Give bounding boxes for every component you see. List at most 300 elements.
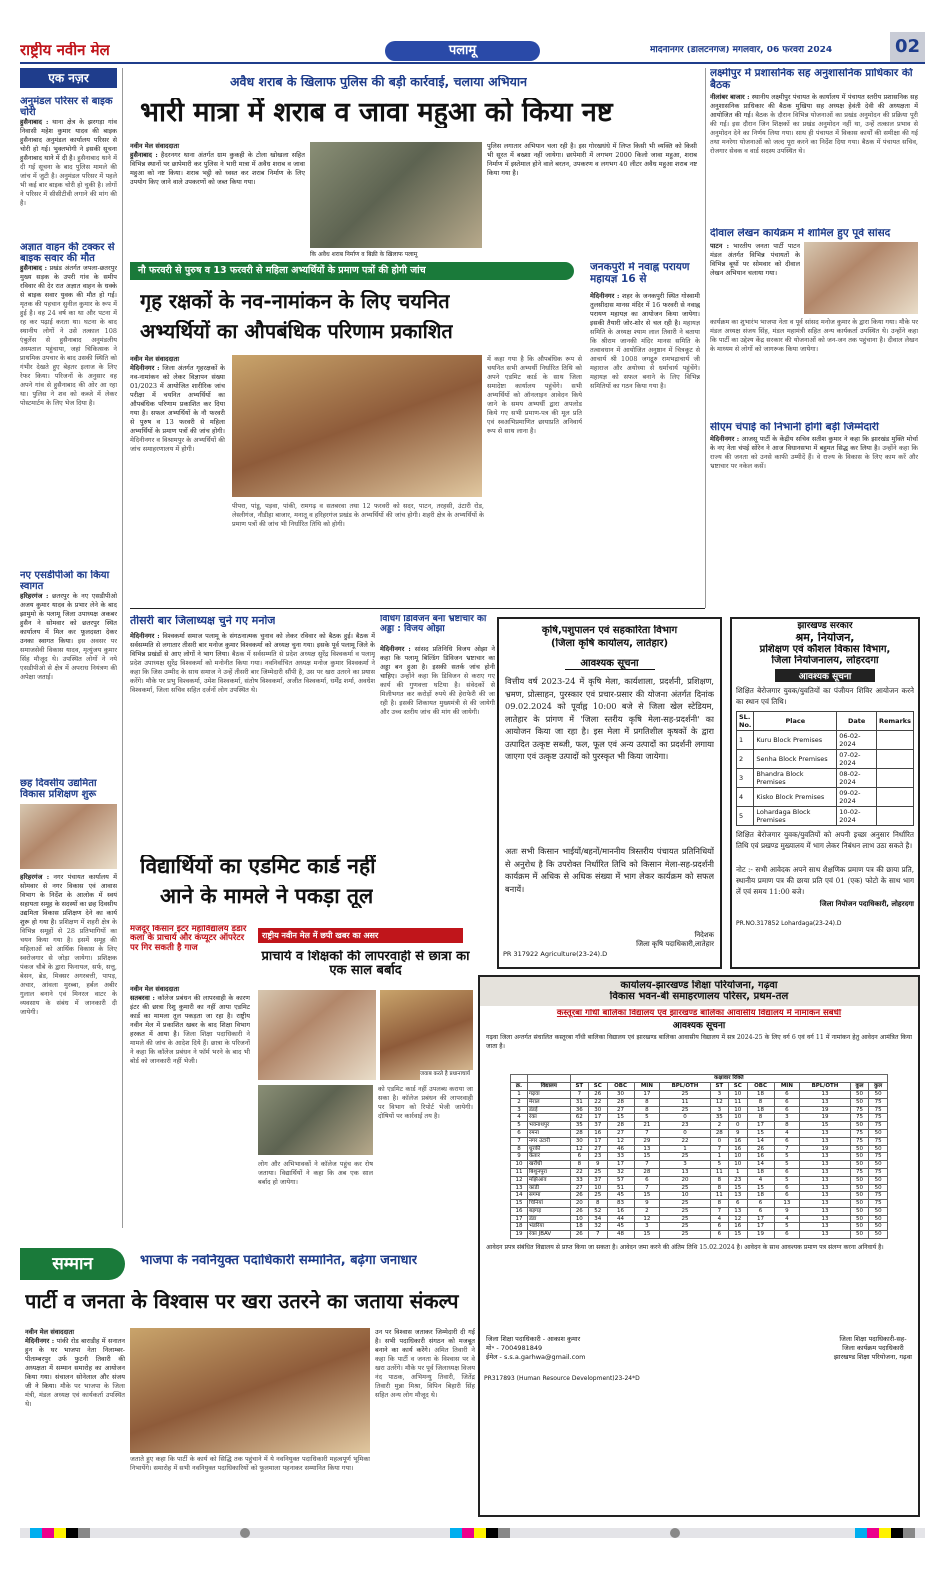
notice-body-2: अतः सभी किसान भाईयों/बहनों/माननीय त्रिस्तरीय पंचायत प्रतिनिधियों से अनुरोध है कि उपरोक्त निर्धारित तिथि को किसान मेला-सह-प्रदर्शनी कार्यक्रम में अधिक से अधिक संख्या में भाग लेकर कार्यक्रम को सफल बनायें। [505,846,714,894]
table-cell: 25 [660,1090,711,1098]
table-header-cell: विद्यालय [527,1083,570,1091]
story-headline: प्राचार्य व शिक्षकों की लापरवाही से छात्रा का एक साल बर्बाद [261,950,470,979]
table-cell: 19 [511,1231,528,1239]
story-heading: दीवाल लेखन कार्यक्रम में शामिल हुए पूर्व सांसद [710,228,891,240]
table-cell: केतार [527,1153,570,1161]
table-cell: 27 [588,1145,607,1153]
table-cell: 13 [800,1098,851,1106]
story-heading: अनुमंडल परिसर से बाइक चोरी [20,96,113,118]
table-cell: 28 [634,1168,660,1176]
table-cell: 13 [800,1192,851,1200]
right-column [710,68,918,608]
table-cell: 6 [774,1090,800,1098]
table-cell: 28 [710,1129,728,1137]
table-cell: 75 [869,1153,888,1161]
table-cell: 75 [869,1122,888,1130]
table-cell: 25 [660,1231,711,1239]
story-headline: अभ्यर्थियों का औपबंधिक परिणाम प्रकाशित [140,320,453,342]
notice-title: जिला नियोजनालय, लोहरदगा [771,654,879,666]
table-header-cell: BPL/OTH [660,1083,711,1091]
story-body: हुसैनाबाद : प्रखंड अंतर्गत जपला-छतरपुर मुख्य सड़क के उपरी गांव के समीप रविवार की देर रात अज्ञात वाहन के धक्के से बाइक सवार युवक की मौत हो गई। मृतक की पहचान सुनील कुमार के रूप में हुई है। वह 24 वर्ष का था और पटना में रह कर पढ़ाई करता था। घटना के बाद स्थानीय लोगों ने उसे तत्काल 108 एंबुलेंस से हुसैनाबाद अनुमंडलीय अस्पताल पहुंचाया, जहां चिकित्सक ने प्राथमिक उपचार के बाद उसकी स्थिति को गंभीर देखते हुए बेहतर इलाज के लिए रेफर किया। परिजनों के अनुसार वह अपने गांव से हुसैनाबाद की ओर आ रहा था। पुलिस ने शव को कब्जे में लेकर पोस्टमार्टम के लिए भेज दिया है। [20,264,117,407]
table-cell: चिनियां [527,1200,570,1208]
table-cell: 75 [850,1114,869,1122]
table-cell: 30 [588,1106,607,1114]
table-row [511,1184,888,1192]
table-cell: 17 [511,1215,528,1223]
notice-label: आवश्यक सूचना [672,1021,726,1032]
table-cell: 26 [588,1090,607,1098]
table-cell: 7 [634,1129,660,1137]
notice-title: श्रम, नियोजन, [795,631,855,644]
story-kicker: भाजपा के नवनियुक्त पदाधिकारी सम्मानित, बढ़ेगा जनाधार [140,1254,418,1268]
table-cell: 45 [607,1192,634,1200]
table-cell: 6 [774,1184,800,1192]
table-cell: 4 [774,1129,800,1137]
table-cell: 22 [588,1098,607,1106]
table-cell: मेराल [527,1098,570,1106]
table-cell: 13 [800,1231,851,1239]
table-cell: 34 [588,1215,607,1223]
table-cell: 16 [747,1153,774,1161]
story-headline: गृह रक्षकों के नव-नामांकन के लिए चयनित [140,290,450,312]
table-cell: 17 [747,1122,774,1130]
table-row [511,1098,888,1106]
table-cell: 3 [660,1161,711,1169]
parents-photo [258,1085,373,1155]
table-cell: 5 [710,1161,728,1169]
table-cell: 8 [588,1200,607,1208]
table-cell: 50 [869,1161,888,1169]
story-body-cont: लोग और अभिभावकों ने कॉलेज पहुंच कर रोष जताया। विद्यार्थियों ने कहा कि अब एक साल बर्बाद हो जायेगा। [258,1160,373,1186]
table-cell: 6 [774,1231,800,1239]
table-cell: 9 [728,1129,747,1137]
table-cell: 13 [800,1168,851,1176]
table-cell: 9 [588,1161,607,1169]
table-cell: 4 [511,1114,528,1122]
table-cell: 4 [710,1215,728,1223]
table-cell: 8 [634,1106,660,1114]
table-cell: 75 [869,1200,888,1208]
table-cell: 19 [800,1145,851,1153]
story-body-2: पुलिस लगातार अभियान चला रही है। इस गोरखधंधे में लिप्त किसी भी व्यक्ति को किसी भी सूरत में बख्शा नहीं जायेगा। छापेमारी में लगभग 2000 किलो जावा महुआ, शराब निर्माण में इस्तेमाल होने वाले बरतन, उपकरण व लगभग 40 लीटर अवैध महुआ शराब नष्ट किया गया है। [487,142,697,177]
registration-mark [240,1528,250,1538]
table-header-cell: SC [728,1083,747,1091]
table-cell: 50 [850,1192,869,1200]
notice-signer: जिला नियोजन पदाधिकारी, लोहरदगा [819,899,914,908]
column-header: एक नज़र [20,68,117,88]
table-cell: 6 [747,1207,774,1215]
story-kicker: अवैध शराब के खिलाफ पुलिस की बड़ी कार्रवाई, चलाया अभियान [230,75,528,89]
table-cell: 13 [800,1137,851,1145]
table-cell: 15 [634,1231,660,1239]
table-cell: 25 [660,1207,711,1215]
notice-title: कस्तूरबा गाँधी बालिका विद्यालय एवं झारखण्ड बालिका आवासीय विद्यालय में नामांकन संबंधी [556,1009,842,1018]
table-cell: 15 [747,1184,774,1192]
story-headline: भारी मात्रा में शराब व जावा महुआ को किया नष्ट [140,98,613,128]
table-cell: 9 [511,1153,528,1161]
samman-label: सम्मान [20,1248,125,1280]
table-cell: 26 [570,1192,588,1200]
table-cell: 6 [774,1192,800,1200]
table-cell: 6 [747,1200,774,1208]
table-row [511,1168,888,1176]
table-cell: 6 [634,1176,660,1184]
story-body: पाटन : भारतीय जनता पार्टी पाटन मंडल अंतर्गत विभिन्न पंचायतों के विभिन्न बूथों पर सोमवार को दीवाल लेखन अभियान चलाया गया। [710,241,800,277]
registration-mark [670,1528,680,1538]
table-row [511,1215,888,1223]
table-cell: 12 [728,1215,747,1223]
table-cell: 3 [634,1223,660,1231]
table-cell: 18 [747,1106,774,1114]
table-cell: 44 [607,1215,634,1223]
story-body: मेदिनीनगर : सांसद प्रतिनिधि विजय ओझा ने कहा कि पलामू बिल्डिंग डिविजन भ्रष्टाचार का अड्डा बन हुआ है। इसकी सतर्क जांच होनी चाहिए। उन्होंने कहा कि डिविजन से कराए गए कार्य की गुणवत्ता घटिया है। संवेदकों से मिलीभगत कर करोड़ों रुपये की हेराफेरी की जा रही है। इसकी शिकायत मुख्यमंत्री से की जायेगी और उच्च स्तरीय जांच की मांग की जायेगी। [380,645,495,716]
table-cell: 15 [634,1153,660,1161]
table-cell: 50 [869,1129,888,1137]
table-cell: 0 [660,1129,711,1137]
table-cell: 11 [660,1098,711,1106]
table-cell: 50 [850,1231,869,1239]
table-cell: 16 [588,1129,607,1137]
table-cell: 50 [869,1207,888,1215]
story-subhead: मजदूर किसान इंटर महाविद्यालय डंडार कला के प्राचार्य और कंप्यूटर ऑपरेटर पर गिर सकती है गाज [130,925,247,953]
table-cell: 15 [800,1122,851,1130]
table-cell: बिशुनपुरा [527,1168,570,1176]
table-cell: 5 [774,1153,800,1161]
table-cell: 75 [850,1137,869,1145]
table-cell: 75 [869,1098,888,1106]
table-cell: 75 [850,1129,869,1137]
table-cell: 13 [800,1184,851,1192]
table-cell: 7 [710,1207,728,1215]
table-cell: डंडई [527,1106,570,1114]
table-cell: 10 [728,1114,747,1122]
pr-number: PR 317922 Agriculture(23-24).D [503,950,608,958]
story-body-cont: को एडमिट कार्ड नहीं उपलब्ध कराया जा सका है। कॉलेज प्रबंधन की लापरवाही पर विभाग को रिपोर्ट भेजी जायेगी। दोषियों पर कार्रवाई तय है। [378,1085,473,1120]
story-headline: जनकपुरी में नवाह्न परायण महायज्ञ 16 से [590,262,690,285]
college-photo [258,990,376,1080]
table-header-cell: MIN [774,1083,800,1091]
table-cell: सगमा [527,1192,570,1200]
table-cell: 13 [728,1192,747,1200]
table-cell: 22 [570,1168,588,1176]
student-photo [380,990,473,1080]
table-cell: 6 [570,1153,588,1161]
table-cell: 30 [570,1137,588,1145]
table-cell: 19 [800,1106,851,1114]
table-cell: 50 [869,1184,888,1192]
table-cell: 11 [710,1192,728,1200]
table-cell: डंडा [527,1215,570,1223]
table-cell: 62 [570,1114,588,1122]
table-cell: 5 [774,1176,800,1184]
table-cell: 25 [660,1223,711,1231]
table-cell: 3 [774,1114,800,1122]
table-cell: 25 [660,1215,711,1223]
story-body: मेदिनीनगर : शहर के जनकपुरी स्थित गोस्वामी तुलसीदास मानस मंदिर में 16 फरवरी से नवाह्न परायण महायज्ञ का आयोजन किया जायेगा। इसकी तैयारी जोर-शोर से चल रही है। महायज्ञ समिति के अध्यक्ष श्याम लाल तिवारी ने बताया कि श्रीराम जानकी मंदिर मानस समिति के तत्वावधान में आयोजित अनुष्ठान में चित्रकूट से आचार्य श्री 1008 जगद्गुरु रामभद्राचार्य जी महाराज और अयोध्या से धर्माचार्य पहुंचेंगे। महायज्ञ को सफल बनाने के लिए विभिन्न समितियों का गठन किया गया है। [590,292,700,390]
table-cell: 75 [869,1137,888,1145]
table-cell: 11 [728,1098,747,1106]
table-cell: 50 [850,1176,869,1184]
table-cell: 4 [774,1215,800,1223]
table-cell: 7 [710,1145,728,1153]
table-cell: 50 [869,1145,888,1153]
table-cell: 20 [570,1200,588,1208]
table-cell: 8 [710,1184,728,1192]
table-cell: 13 [800,1215,851,1223]
table-cell: खरौंधी [527,1161,570,1169]
page-number: 02 [890,32,925,62]
table-cell: 13 [800,1161,851,1169]
table-row: 4 Kisko Block Premises 09-02-2024 [737,787,914,806]
notice-title: विकास भवन-बी समाहरणालय परिसर, प्रथम-तल [609,991,789,1002]
table-cell: 8 [511,1145,528,1153]
table-cell: 3 [710,1090,728,1098]
table-cell: 2 [710,1122,728,1130]
table-header-cell: OBC [747,1083,774,1091]
left-column [20,68,117,1228]
table-cell: धुरकी [527,1145,570,1153]
table-cell: 12 [511,1176,528,1184]
table-cell: 5 [774,1223,800,1231]
table-cell: 14 [511,1192,528,1200]
story-headline: विद्यार्थियों का एडमिट कार्ड नहीं [140,855,376,878]
table-cell: नगर उंटारी [527,1137,570,1145]
table-cell: 50 [850,1215,869,1223]
story-body: नीलांबर बाजार : स्थानीय लक्ष्मीपुर पंचायत के कार्यालय में पंचायत स्तरीय प्रशासनिक सह अनुशासनिक प्राधिकार की बैठक मुखिया सह अध्यक्ष हेवंती देवी की अध्यक्षता में आयोजित की गई। बैठक के दौरान विभिन्न योजनाओं का प्रखंड अनुमोदन की प्रक्रिया पूरी की गई। इस दौरान जिन शिक्षकों का प्रखंड अनुमोदन नहीं था, उन्हें तत्काल प्रभाव से अनुमोदन देने का निर्णय लिया गया। साथ ही पंचायत में विकास कार्यों की समीक्षा की गई तथा मनरेगा योजनाओं को जल्द पूरा करने का निर्देश दिया गया। बैठक में पंचायत सचिव, रोजगार सेवक व वार्ड सदस्य उपस्थित थे। [710,93,918,156]
story-ribbon: नौ फरवरी से पुरुष व 13 फरवरी से महिला अभ्यर्थियों के प्रमाण पत्रों की होगी जांच [130,262,574,280]
table-cell: 13 [634,1145,660,1153]
table-cell: 1 [511,1090,528,1098]
table-cell: 1 [728,1168,747,1176]
table-cell: 6 [710,1223,728,1231]
table-cell: 75 [869,1168,888,1176]
table-cell: 4 [747,1176,774,1184]
table-cell: 75 [869,1114,888,1122]
krishi-notice [497,617,722,969]
table-row [511,1161,888,1169]
table-cell: 25 [588,1168,607,1176]
table-cell: 33 [607,1153,634,1161]
story-headline: आने के मामले ने पकड़ा तूल [160,885,374,908]
table-cell: 12 [570,1145,588,1153]
table-row: 1 Kuru Block Premises 06-02-2024 [737,730,914,749]
table-cell: 15 [728,1184,747,1192]
table-cell: 75 [869,1192,888,1200]
table-cell: 22 [660,1137,711,1145]
table-row: 5 Lohardaga Block Premises 10-02-2024 [737,806,914,825]
table-cell: रमना [527,1129,570,1137]
column-divider [705,68,706,608]
table-cell: 32 [588,1223,607,1231]
table-cell: 51 [607,1184,634,1192]
table-header-row [511,1083,888,1091]
table-cell: 13 [800,1153,851,1161]
table-cell: 19 [800,1114,851,1122]
table-cell: 50 [869,1090,888,1098]
table-cell: 7 [588,1231,607,1239]
table-cell: 10 [511,1161,528,1169]
table-cell: 14 [747,1161,774,1169]
table-header-cell: क्र. [511,1083,528,1091]
table-cell: 45 [607,1223,634,1231]
table-cell: 1 [660,1145,711,1153]
story-headline: विधिंग डिविजन बना भ्रष्टाचार का अड्डा : विजय ओझा [380,615,487,634]
table-row [511,1176,888,1184]
table-cell: 13 [660,1168,711,1176]
section-label: पलामू [385,41,540,61]
table-cell: 13 [774,1200,800,1208]
table-cell: 10 [728,1106,747,1114]
table-cell: 2 [634,1207,660,1215]
story-body-cont: कार्यक्रम का शुभारंभ भाजपा नेता व पूर्व सांसद मनोज कुमार के द्वारा किया गया। मौके पर मंडल अध्यक्ष संजय सिंह, मंडल महामंत्री सहित अन्य कार्यकर्ता उपस्थित थे। उन्होंने कहा कि पार्टी का उद्देश्य केंद्र सरकार की योजनाओं को जन-जन तक पहुंचाना है। दीवाल लेखन के माध्यम से लोगों को जागरूक किया जायेगा। [710,317,918,353]
table-cell: 7 [634,1161,660,1169]
table-cell: 17 [607,1161,634,1169]
table-cell: 0 [710,1137,728,1145]
table-cell: 8 [570,1161,588,1169]
table-row [511,1106,888,1114]
table-cell: 50 [850,1098,869,1106]
table-cell: 5 [774,1161,800,1169]
table-cell: 25 [660,1106,711,1114]
table-row [511,1192,888,1200]
table-cell: 0 [728,1122,747,1130]
table-cell: 16 [607,1207,634,1215]
story-body: नवीन मेल संवाददाता हुसैनाबाद : हैदरनगर थाना अंतर्गत ग्राम कुकही के टोला खोखला सहित विभिन्न स्थानों पर छापेमारी कर पुलिस ने भारी मात्रा में अवैध शराब व जावा महुआ को नष्ट किया। शराब भट्ठी को ध्वस्त कर शराब निर्माण के लिए उपयोग किए जाने वाले उपकरणों को जब्त किया गया। [130,142,305,186]
notice-title: प्रशिक्षण एवं कौशल विकास विभाग, [759,643,891,655]
table-cell: 8 [774,1122,800,1130]
camp-schedule-table: SL. No. Place Date Remarks 1 Kuru Block Premises 06-02-2024 2 Senha Block Premises 07-02-2024 3 Bhandra Block Premises 08-02-2024 4 Kisko Block Premises 09-02-2024 5 Lohardaga Block Premises 10-02-2024 [736,711,914,826]
table-cell: रंका [527,1114,570,1122]
training-photo [20,804,117,869]
table-cell: 20 [660,1176,711,1184]
table-cell: 50 [850,1153,869,1161]
section-rule [130,608,705,609]
table-cell: 15 [747,1129,774,1137]
table-row [511,1200,888,1208]
table-cell: 8 [634,1098,660,1106]
table-cell: 27 [570,1184,588,1192]
table-cell: 13 [800,1223,851,1231]
notice-header-band [480,977,918,1006]
table-cell: 33 [570,1176,588,1184]
table-cell: 0 [660,1114,711,1122]
table-cell: 23 [588,1153,607,1161]
table-cell: गढ़वा [527,1090,570,1098]
table-cell: 21 [634,1122,660,1130]
table-cell: 12 [607,1137,634,1145]
table-cell: 10 [728,1090,747,1098]
table-cell: 50 [850,1122,869,1130]
table-cell: 27 [607,1129,634,1137]
table-cell: 50 [850,1161,869,1169]
table-cell: 27 [607,1106,634,1114]
story-heading: सीएम चंपाई को निभानी होगी बड़ी जिम्मेदारी [710,421,879,433]
table-cell: 18 [747,1168,774,1176]
story-body: मेदिनीनगर : विश्वकर्मा समाज पलामू के संगठनात्मक चुनाव को लेकर रविवार को बैठक हुई। बैठक में सर्वसम्मति से लगातार तीसरी बार मनोज कुमार विश्वकर्मा को अध्यक्ष चुना गया। इसके पूर्व पलामू जिले के विभिन्न प्रखंडों से आए लोगों ने भाग लिया। बैठक में सर्वसम्मति से प्रदेश अध्यक्ष सुरेंद्र विश्वकर्मा व पलामू प्रदेश उपाध्यक्ष सुरेंद्र विश्वकर्मा को मनोनीत किया गया। नवनिर्वाचित अध्यक्ष मनोज कुमार विश्वकर्मा ने कहा कि जिस उम्मीद के साथ समाज ने उन्हें तीसरी बार जिम्मेदारी सौंपी है, उस पर खरा उतरने का प्रयास करेंगे। मौके पर प्रभु विश्वकर्मा, उमेश विश्वकर्मा, संतोष विश्वकर्मा, अजीत विश्वकर्मा, धर्मेंद्र शर्मा, अवधेश विश्वकर्मा, जिला सचिव सहित दर्जनों लोग उपस्थित थे। [130,632,375,694]
story-body: नवीन मेल संवाददाता सतबरवा : कॉलेज प्रबंधन की लापरवाही के कारण इंटर की छात्रा रिशु कुमारी का नहीं आया एडमिट कार्ड का मामला तूल पकड़ता जा रहा है। राष्ट्रीय नवीन मेल में प्रकाशित खबर के बाद शिक्षा विभाग हरकत में आया है। जिला शिक्षा पदाधिकारी ने मामले की जांच के आदेश दिये हैं। छात्रा के परिजनों ने कहा कि कॉलेज प्रबंधन ने फॉर्म भरने के बाद भी बोर्ड को जानकारी नहीं भेजी। [130,985,250,1065]
table-cell: 50 [850,1200,869,1208]
table-cell: भंडरिया [527,1223,570,1231]
table-cell: 75 [869,1106,888,1114]
table-cell: 30 [607,1090,634,1098]
signer-right: जिला शिक्षा पदाधिकारी-सह- जिला कार्यक्रम पदाधिकारी झारखण्ड शिक्षा परियोजना, गढ़वा [833,1335,912,1362]
table-cell: 8 [747,1114,774,1122]
story-heading: अज्ञात वाहन की टक्कर से बाइक सवार की मौत [20,242,115,264]
table-cell: 25 [660,1153,711,1161]
notice-subtitle: (जिला कृषि कार्यालय, लातेहार) [550,638,669,649]
notice-intro: शिक्षित बेरोजगार युवक/युवतियों का पंजीयन शिविर आयोजन करने का स्थान एवं तिथि। [736,685,914,706]
story-body: हरिहरगंज : नगर पंचायत कार्यालय में सोमवार से नगर विकास एवं आवास विभाग के निर्देश के आलोक में स्वयं सहायता समूह के सदस्यों का छह दिवसीय उद्यमिता विकास प्रशिक्षण देने का कार्य शुरू हो गया है। प्रशिक्षण में शहरी क्षेत्र के विभिन्न समूहों से 28 प्रतिभागियों का चयन किया गया है। इसमें समूह की महिलाओं को आर्थिक विकास के लिए स्वरोजगार से जोड़ा जायेगा। प्रशिक्षक पंकज चौबे के द्वारा फिनायल, सर्फ, सत्तु, बेसन, ब्रेड, मिक्सर अगरबत्ती, पापड़, अचार, आंवला मुरब्बा, हर्बल अबीर गुलाल बनाने एवं मिनरल वाटर के व्यवसाय के संबंध में जानकारी दी जायेगी। [20,873,117,1016]
dateline: मेदिनीनगर (डालटनगंज) मंगलवार, 06 फरवरी 2024 [650,46,833,55]
table-header-cell: ST [570,1083,588,1091]
color-registration-marks [30,1528,915,1538]
table-cell: 50 [869,1231,888,1239]
table-row: 3 Bhandra Block Premises 08-02-2024 [737,768,914,787]
table-cell: 17 [634,1090,660,1098]
notice-title: झारखण्ड सरकार [797,622,853,631]
notice-body: आवेदन प्रपत्र संबंधित विद्यालय से प्राप्त किया जा सकता है। आवेदन जमा करने की अंतिम तिथि 15.02.2024 है। आवेदन के साथ आवश्यक प्रमाण पत्र संलग्न करना अनिवार्य है। [486,1244,884,1252]
story-heading: छह दिवसीय उद्यमिता विकास प्रशिक्षण शुरू [20,778,97,800]
paper-name: राष्ट्रीय नवीन मेल [20,42,110,59]
table-cell: 10 [588,1184,607,1192]
table-row [511,1137,888,1145]
table-cell: 17 [588,1137,607,1145]
table-row [511,1231,888,1239]
table-cell: बड़गड़ [527,1207,570,1215]
table-cell: 35 [710,1114,728,1122]
table-cell: 16 [728,1145,747,1153]
story-heading: लक्ष्मीपुर में प्रशासनिक सह अनुशासनिक प्राधिकार की बैठक [710,68,913,91]
table-cell: 16 [511,1207,528,1215]
table-cell: 31 [570,1098,588,1106]
employment-notice [730,617,920,969]
registration-mark [855,1528,915,1538]
table-cell: 9 [774,1207,800,1215]
table-cell: 13 [800,1200,851,1208]
table-row [511,1153,888,1161]
table-cell: 19 [747,1231,774,1239]
table-cell: 10 [728,1153,747,1161]
table-cell: 6 [774,1168,800,1176]
table-cell: 35 [570,1122,588,1130]
table-cell: 13 [800,1129,851,1137]
story-headline: तीसरी बार जिलाध्यक्ष चुने गए मनोज [130,615,276,627]
table-cell: 8 [710,1176,728,1184]
table-header-cell: BPL/OTH [800,1083,851,1091]
table-cell: 13 [800,1090,851,1098]
table-cell: 23 [660,1122,711,1130]
table-cell: 8 [710,1200,728,1208]
notice-title: कृषि,पशुपालन एवं सहकारिता विभाग [541,625,678,636]
pr-number: PR.NO.317852 Lohardaga(23-24).D [736,919,842,927]
notice-body: शिक्षित बेरोजगार युवक/युवतियों को अपनी इच्छा अनुसार निर्धारित तिथि एवं प्रखण्ड मुख्यालय में भाग लेकर निबंधन लाभ उठा सकते है। [736,829,914,850]
table-cell: 6 [774,1106,800,1114]
raid-photo [310,142,482,248]
table-cell: 23 [728,1176,747,1184]
home-guard-photo [232,355,482,497]
pr-number: PR317893 (Human Resource Development)23-24*D [484,1375,640,1383]
table-cell: 50 [850,1223,869,1231]
table-cell: 18 [570,1223,588,1231]
seat-table: कक्षावार रिक्ति क्र. विद्यालय ST SC OBC MIN BPL/OTH ST SC OBC MIN BPL/OTH कुल कुल 1 गढ़वा 7 26 30 17 25 3 10 18 6 13 50 50 2 मेराल 31 22 28 8 11 12 11 8 6 13 50 75 3 डंडई 36 30 27 8 25 3 10 18 6 19 75 75 4 रंका 62 17 15 5 0 35 10 8 3 19 75 75 5 भवनाथपुर 35 37 28 21 23 2 0 17 8 15 50 75 6 रमना 28 16 27 7 0 28 9 15 4 13 75 50 7 नगर उंटारी 30 17 12 29 22 0 16 14 6 13 75 75 8 धुरकी 12 27 46 13 1 7 16 26 7 19 50 50 9 केतार 6 23 33 15 25 1 10 16 5 13 50 75 10 खरौंधी 8 9 17 7 3 5 10 14 5 13 50 50 11 बिशुनपुरा 22 25 32 28 13 11 1 18 6 13 75 75 12 मझिआंव 33 37 57 6 20 8 23 4 5 13 50 50 13 कांडी 27 10 51 7 25 8 15 15 6 13 50 50 14 सगमा 26 25 45 15 10 11 13 18 6 13 50 75 15 चिनियां 20 8 83 9 25 8 6 6 13 13 50 75 16 बड़गड़ 26 52 16 2 25 7 13 6 9 13 50 50 17 डंडा 10 34 44 12 25 4 12 17 4 13 50 50 18 भंडरिया 18 32 45 3 25 6 16 17 5 13 50 50 19 रंका JBAV 26 7 48 15 25 6 15 19 6 13 50 50 [510,1074,888,1239]
table-cell: 6 [728,1200,747,1208]
table-cell: 50 [850,1207,869,1215]
table-row: 2 Senha Block Premises 07-02-2024 [737,749,914,768]
table-cell: 50 [869,1223,888,1231]
table-cell: 16 [728,1137,747,1145]
wall-painting-photo [804,242,918,314]
table-cell: 15 [728,1231,747,1239]
